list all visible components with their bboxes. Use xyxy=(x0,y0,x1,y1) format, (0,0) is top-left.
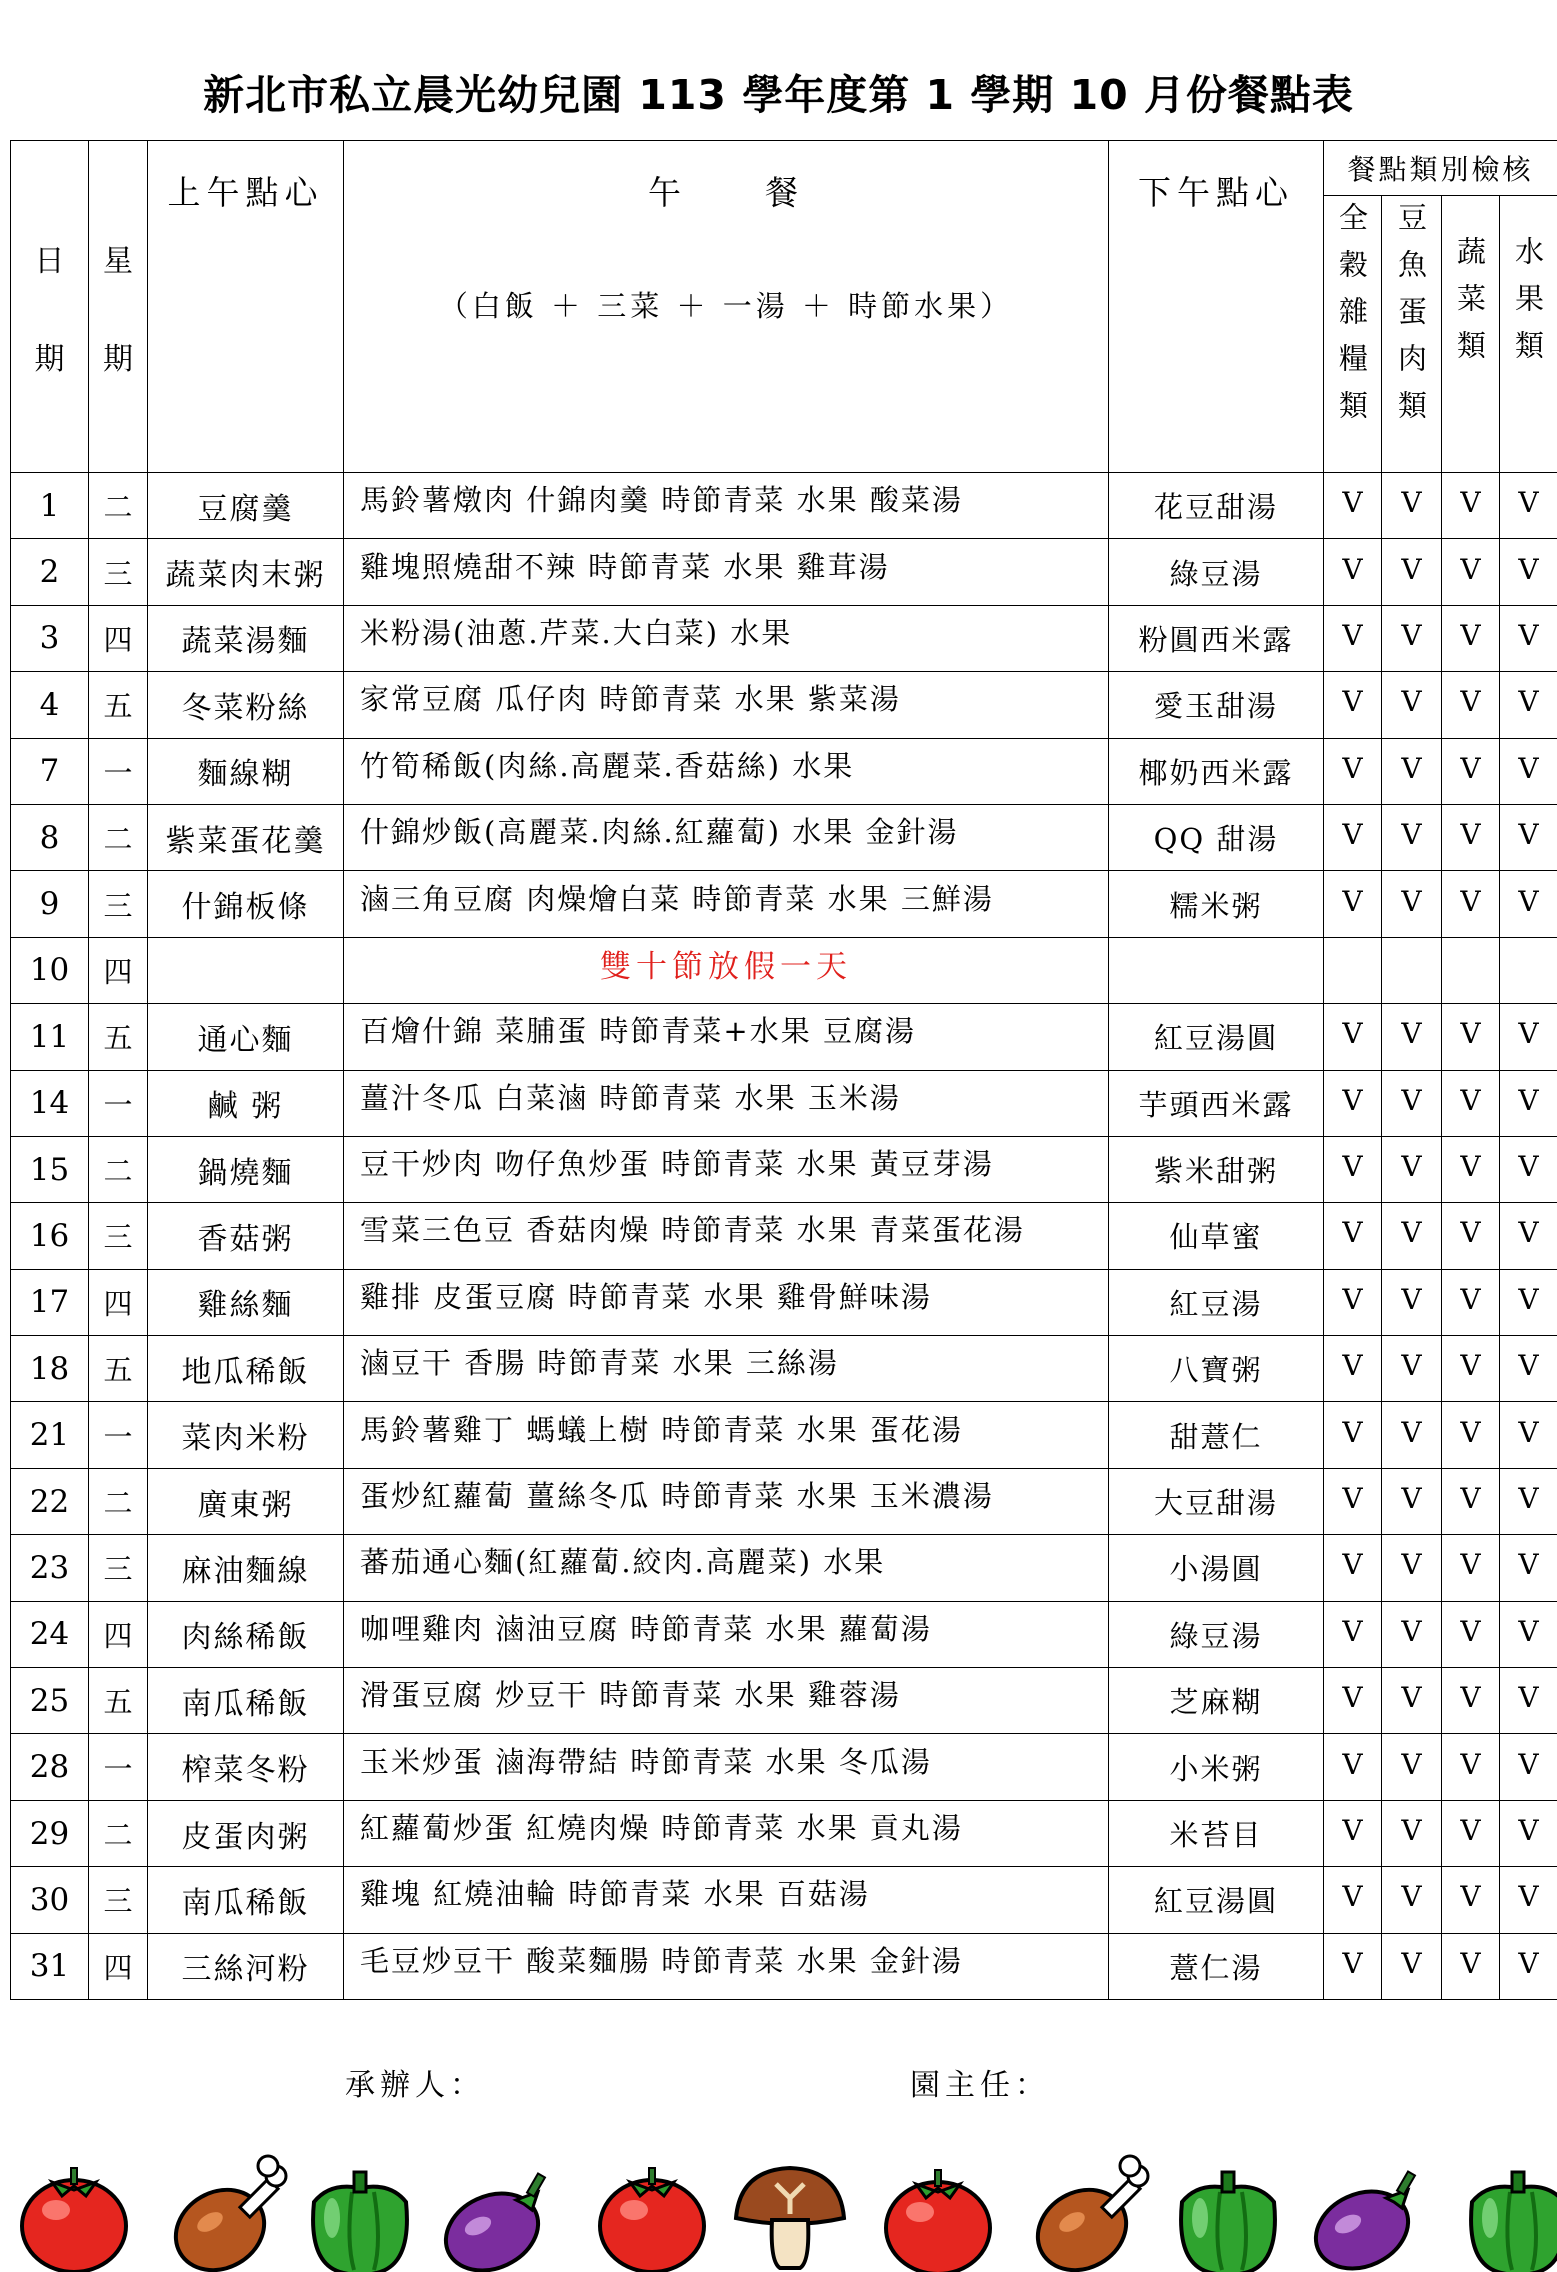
check-protein-cell: V xyxy=(1382,1535,1442,1601)
check-fruit-cell: V xyxy=(1500,1734,1557,1800)
check-grain-cell: V xyxy=(1324,1136,1382,1202)
day-of-week-cell: 二 xyxy=(89,473,148,539)
am-snack-cell: 蔬菜湯麵 xyxy=(148,605,344,671)
day-of-week-cell: 二 xyxy=(89,1800,148,1866)
lunch-cell: 竹筍稀飯(肉絲.高麗菜.香菇絲) 水果 xyxy=(344,738,1109,804)
lunch-cell: 蕃茄通心麵(紅蘿蔔.絞肉.高麗菜) 水果 xyxy=(344,1535,1109,1601)
table-row xyxy=(11,1336,1557,1402)
check-vegetable-cell: V xyxy=(1442,1269,1500,1335)
check-fruit-cell xyxy=(1500,937,1557,1003)
day-of-week-cell: 二 xyxy=(89,1468,148,1534)
am-snack-cell: 麻油麵線 xyxy=(148,1535,344,1601)
pm-snack-cell: 紅豆湯圓 xyxy=(1109,1004,1324,1070)
date-cell: 16 xyxy=(11,1203,89,1269)
check-grain-cell: V xyxy=(1324,1933,1382,1999)
check-vegetable-cell: V xyxy=(1442,473,1500,539)
check-vegetable-cell: V xyxy=(1442,1800,1500,1866)
pm-snack-cell: 紫米甜粥 xyxy=(1109,1136,1324,1202)
am-snack-cell xyxy=(148,937,344,1003)
date-cell: 18 xyxy=(11,1336,89,1402)
date-cell: 8 xyxy=(11,804,89,870)
lunch-cell: 紅蘿蔔炒蛋 紅燒肉燥 時節青菜 水果 貢丸湯 xyxy=(344,1800,1109,1866)
table-row xyxy=(11,1203,1557,1269)
lunch-cell: 毛豆炒豆干 酸菜麵腸 時節青菜 水果 金針湯 xyxy=(344,1933,1109,1999)
check-protein-cell: V xyxy=(1382,539,1442,605)
check-grain-cell: V xyxy=(1324,1668,1382,1734)
day-of-week-cell: 四 xyxy=(89,1601,148,1667)
header-am-snack: 上午點心 xyxy=(148,141,344,473)
lunch-cell: 滷豆干 香腸 時節青菜 水果 三絲湯 xyxy=(344,1336,1109,1402)
date-cell: 22 xyxy=(11,1468,89,1534)
date-cell: 24 xyxy=(11,1601,89,1667)
day-of-week-cell: 四 xyxy=(89,1933,148,1999)
check-grain-cell: V xyxy=(1324,1601,1382,1667)
header-date: 日 期 xyxy=(11,141,89,473)
header-lunch: 午 餐 （白飯 ＋ 三菜 ＋ 一湯 ＋ 時節水果） xyxy=(344,141,1109,473)
table-row xyxy=(11,473,1557,539)
am-snack-cell: 豆腐羹 xyxy=(148,473,344,539)
table-row xyxy=(11,1070,1557,1136)
check-vegetable-cell: V xyxy=(1442,672,1500,738)
page-title: 新北市私立晨光幼兒園 113 學年度第 1 學期 10 月份餐點表 xyxy=(203,71,1354,119)
date-cell: 2 xyxy=(11,539,89,605)
check-fruit-cell: V xyxy=(1500,1867,1557,1933)
check-vegetable-cell: V xyxy=(1442,539,1500,605)
date-cell: 3 xyxy=(11,605,89,671)
day-of-week-cell: 四 xyxy=(89,605,148,671)
header-check-group: 餐點類別檢核 xyxy=(1324,141,1557,196)
date-cell: 15 xyxy=(11,1136,89,1202)
check-fruit-cell: V xyxy=(1500,738,1557,804)
pm-snack-cell: 甜薏仁 xyxy=(1109,1402,1324,1468)
pm-snack-cell: 綠豆湯 xyxy=(1109,1601,1324,1667)
am-snack-cell: 什錦板條 xyxy=(148,871,344,937)
check-vegetable-cell xyxy=(1442,937,1500,1003)
am-snack-cell: 南瓜稀飯 xyxy=(148,1668,344,1734)
lunch-cell: 馬鈴薯燉肉 什錦肉羹 時節青菜 水果 酸菜湯 xyxy=(344,473,1109,539)
lunch-cell: 雪菜三色豆 香菇肉燥 時節青菜 水果 青菜蛋花湯 xyxy=(344,1203,1109,1269)
table-row xyxy=(11,605,1557,671)
lunch-cell: 家常豆腐 瓜仔肉 時節青菜 水果 紫菜湯 xyxy=(344,672,1109,738)
check-fruit-cell: V xyxy=(1500,1336,1557,1402)
header-check-grain: 全穀雜糧類 xyxy=(1324,196,1382,473)
table-row xyxy=(11,1269,1557,1335)
day-of-week-cell: 五 xyxy=(89,1336,148,1402)
lunch-cell: 米粉湯(油蔥.芹菜.大白菜) 水果 xyxy=(344,605,1109,671)
tomato-icon xyxy=(886,2170,990,2272)
green-pepper-icon xyxy=(1471,2172,1557,2272)
day-of-week-cell: 一 xyxy=(89,1734,148,1800)
table-row xyxy=(11,937,1557,1003)
lunch-cell: 蛋炒紅蘿蔔 薑絲冬瓜 時節青菜 水果 玉米濃湯 xyxy=(344,1468,1109,1534)
am-snack-cell: 香菇粥 xyxy=(148,1203,344,1269)
am-snack-cell: 蔬菜肉末粥 xyxy=(148,539,344,605)
pm-snack-cell xyxy=(1109,937,1324,1003)
check-protein-cell: V xyxy=(1382,1136,1442,1202)
date-cell: 21 xyxy=(11,1402,89,1468)
table-row xyxy=(11,1535,1557,1601)
check-vegetable-cell: V xyxy=(1442,1867,1500,1933)
check-protein-cell: V xyxy=(1382,804,1442,870)
day-of-week-cell: 二 xyxy=(89,1136,148,1202)
check-grain-cell: V xyxy=(1324,473,1382,539)
check-fruit-cell: V xyxy=(1500,1668,1557,1734)
am-snack-cell: 肉絲稀飯 xyxy=(148,1601,344,1667)
check-grain-cell: V xyxy=(1324,605,1382,671)
check-fruit-cell: V xyxy=(1500,1269,1557,1335)
check-vegetable-cell: V xyxy=(1442,1402,1500,1468)
check-protein-cell: V xyxy=(1382,605,1442,671)
header-check-vegetable: 蔬菜類 xyxy=(1442,196,1500,473)
check-fruit-cell: V xyxy=(1500,1070,1557,1136)
check-grain-cell: V xyxy=(1324,672,1382,738)
table-row xyxy=(11,1004,1557,1070)
tomato-icon xyxy=(600,2168,704,2272)
day-of-week-cell: 一 xyxy=(89,738,148,804)
handler-label: 承辦人： xyxy=(345,2068,485,2103)
tomato-icon xyxy=(22,2168,126,2272)
lunch-cell: 百燴什錦 菜脯蛋 時節青菜+水果 豆腐湯 xyxy=(344,1004,1109,1070)
check-protein-cell: V xyxy=(1382,1336,1442,1402)
table-row xyxy=(11,1136,1557,1202)
holiday-notice: 雙十節放假一天 xyxy=(344,937,1109,1003)
menu-table xyxy=(10,140,1557,2000)
date-cell: 4 xyxy=(11,672,89,738)
pm-snack-cell: 芝麻糊 xyxy=(1109,1668,1324,1734)
check-vegetable-cell: V xyxy=(1442,871,1500,937)
date-cell: 14 xyxy=(11,1070,89,1136)
date-cell: 7 xyxy=(11,738,89,804)
pm-snack-cell: 薏仁湯 xyxy=(1109,1933,1324,1999)
table-row xyxy=(11,1402,1557,1468)
check-protein-cell: V xyxy=(1382,738,1442,804)
lunch-cell: 滷三角豆腐 肉燥燴白菜 時節青菜 水果 三鮮湯 xyxy=(344,871,1109,937)
pm-snack-cell: 芋頭西米露 xyxy=(1109,1070,1324,1136)
header-pm-snack: 下午點心 xyxy=(1109,141,1324,473)
am-snack-cell: 麵線糊 xyxy=(148,738,344,804)
am-snack-cell: 榨菜冬粉 xyxy=(148,1734,344,1800)
check-fruit-cell: V xyxy=(1500,1004,1557,1070)
mushroom-icon xyxy=(736,2168,844,2268)
check-fruit-cell: V xyxy=(1500,473,1557,539)
pm-snack-cell: 小米粥 xyxy=(1109,1734,1324,1800)
green-pepper-icon xyxy=(313,2172,407,2272)
am-snack-cell: 雞絲麵 xyxy=(148,1269,344,1335)
am-snack-cell: 鍋燒麵 xyxy=(148,1136,344,1202)
pm-snack-cell: 椰奶西米露 xyxy=(1109,738,1324,804)
check-vegetable-cell: V xyxy=(1442,804,1500,870)
check-grain-cell: V xyxy=(1324,1468,1382,1534)
check-grain-cell: V xyxy=(1324,1070,1382,1136)
check-vegetable-cell: V xyxy=(1442,1468,1500,1534)
check-vegetable-cell: V xyxy=(1442,1601,1500,1667)
check-grain-cell: V xyxy=(1324,1336,1382,1402)
check-grain-cell: V xyxy=(1324,1800,1382,1866)
check-protein-cell: V xyxy=(1382,1402,1442,1468)
day-of-week-cell: 二 xyxy=(89,804,148,870)
check-grain-cell: V xyxy=(1324,1734,1382,1800)
pm-snack-cell: 米苔目 xyxy=(1109,1800,1324,1866)
am-snack-cell: 紫菜蛋花羹 xyxy=(148,804,344,870)
check-protein-cell: V xyxy=(1382,1933,1442,1999)
table-row xyxy=(11,738,1557,804)
check-protein-cell: V xyxy=(1382,1269,1442,1335)
check-fruit-cell: V xyxy=(1500,1601,1557,1667)
check-vegetable-cell: V xyxy=(1442,738,1500,804)
lunch-cell: 滑蛋豆腐 炒豆干 時節青菜 水果 雞蓉湯 xyxy=(344,1668,1109,1734)
am-snack-cell: 鹹 粥 xyxy=(148,1070,344,1136)
drumstick-icon xyxy=(161,2156,286,2272)
date-cell: 29 xyxy=(11,1800,89,1866)
pm-snack-cell: 大豆甜湯 xyxy=(1109,1468,1324,1534)
date-cell: 25 xyxy=(11,1668,89,1734)
check-grain-cell: V xyxy=(1324,1203,1382,1269)
check-grain-cell: V xyxy=(1324,871,1382,937)
check-grain-cell: V xyxy=(1324,539,1382,605)
check-fruit-cell: V xyxy=(1500,1800,1557,1866)
eggplant-icon xyxy=(1303,2171,1420,2272)
lunch-cell: 雞塊照燒甜不辣 時節青菜 水果 雞茸湯 xyxy=(344,539,1109,605)
check-vegetable-cell: V xyxy=(1442,1203,1500,1269)
pm-snack-cell: 糯米粥 xyxy=(1109,871,1324,937)
date-cell: 31 xyxy=(11,1933,89,1999)
pm-snack-cell: 紅豆湯圓 xyxy=(1109,1867,1324,1933)
check-vegetable-cell: V xyxy=(1442,1668,1500,1734)
day-of-week-cell: 三 xyxy=(89,1535,148,1601)
am-snack-cell: 三絲河粉 xyxy=(148,1933,344,1999)
pm-snack-cell: 花豆甜湯 xyxy=(1109,473,1324,539)
eggplant-icon xyxy=(433,2173,550,2272)
lunch-cell: 咖哩雞肉 滷油豆腐 時節青菜 水果 蘿蔔湯 xyxy=(344,1601,1109,1667)
check-protein-cell: V xyxy=(1382,1734,1442,1800)
check-vegetable-cell: V xyxy=(1442,1136,1500,1202)
date-cell: 1 xyxy=(11,473,89,539)
table-row xyxy=(11,1468,1557,1534)
pm-snack-cell: 八寶粥 xyxy=(1109,1336,1324,1402)
check-vegetable-cell: V xyxy=(1442,1004,1500,1070)
table-row xyxy=(11,1867,1557,1933)
day-of-week-cell: 四 xyxy=(89,1269,148,1335)
table-row xyxy=(11,871,1557,937)
table-row xyxy=(11,1734,1557,1800)
lunch-cell: 什錦炒飯(高麗菜.肉絲.紅蘿蔔) 水果 金針湯 xyxy=(344,804,1109,870)
header-check-fruit: 水果類 xyxy=(1500,196,1557,473)
check-vegetable-cell: V xyxy=(1442,1933,1500,1999)
day-of-week-cell: 三 xyxy=(89,539,148,605)
check-protein-cell: V xyxy=(1382,1203,1442,1269)
date-cell: 10 xyxy=(11,937,89,1003)
header-day-of-week: 星 期 xyxy=(89,141,148,473)
day-of-week-cell: 三 xyxy=(89,1867,148,1933)
food-decoration-strip xyxy=(0,2150,1557,2272)
drumstick-icon xyxy=(1023,2156,1148,2272)
check-fruit-cell: V xyxy=(1500,1933,1557,1999)
pm-snack-cell: QQ 甜湯 xyxy=(1109,804,1324,870)
am-snack-cell: 地瓜稀飯 xyxy=(148,1336,344,1402)
pm-snack-cell: 紅豆湯 xyxy=(1109,1269,1324,1335)
day-of-week-cell: 四 xyxy=(89,937,148,1003)
check-grain-cell: V xyxy=(1324,1402,1382,1468)
check-vegetable-cell: V xyxy=(1442,1535,1500,1601)
table-row xyxy=(11,1668,1557,1734)
pm-snack-cell: 綠豆湯 xyxy=(1109,539,1324,605)
day-of-week-cell: 一 xyxy=(89,1070,148,1136)
am-snack-cell: 冬菜粉絲 xyxy=(148,672,344,738)
table-row xyxy=(11,672,1557,738)
lunch-cell: 馬鈴薯雞丁 螞蟻上樹 時節青菜 水果 蛋花湯 xyxy=(344,1402,1109,1468)
check-fruit-cell: V xyxy=(1500,1203,1557,1269)
check-protein-cell: V xyxy=(1382,1800,1442,1866)
principal-label: 園主任： xyxy=(910,2068,1050,2103)
check-fruit-cell: V xyxy=(1500,1136,1557,1202)
check-protein-cell: V xyxy=(1382,1070,1442,1136)
day-of-week-cell: 三 xyxy=(89,1203,148,1269)
day-of-week-cell: 五 xyxy=(89,672,148,738)
check-fruit-cell: V xyxy=(1500,1402,1557,1468)
date-cell: 28 xyxy=(11,1734,89,1800)
check-vegetable-cell: V xyxy=(1442,1336,1500,1402)
check-protein-cell: V xyxy=(1382,1468,1442,1534)
pm-snack-cell: 愛玉甜湯 xyxy=(1109,672,1324,738)
date-cell: 30 xyxy=(11,1867,89,1933)
green-pepper-icon xyxy=(1181,2172,1275,2272)
table-row xyxy=(11,539,1557,605)
date-cell: 9 xyxy=(11,871,89,937)
check-grain-cell: V xyxy=(1324,1269,1382,1335)
date-cell: 17 xyxy=(11,1269,89,1335)
check-grain-cell: V xyxy=(1324,1867,1382,1933)
am-snack-cell: 菜肉米粉 xyxy=(148,1402,344,1468)
lunch-cell: 雞塊 紅燒油輪 時節青菜 水果 百菇湯 xyxy=(344,1867,1109,1933)
pm-snack-cell: 粉圓西米露 xyxy=(1109,605,1324,671)
am-snack-cell: 廣東粥 xyxy=(148,1468,344,1534)
check-fruit-cell: V xyxy=(1500,1468,1557,1534)
pm-snack-cell: 仙草蜜 xyxy=(1109,1203,1324,1269)
check-protein-cell: V xyxy=(1382,1004,1442,1070)
check-protein-cell: V xyxy=(1382,1867,1442,1933)
table-row xyxy=(11,1601,1557,1667)
check-protein-cell: V xyxy=(1382,473,1442,539)
header-check-protein: 豆魚蛋肉類 xyxy=(1382,196,1442,473)
check-vegetable-cell: V xyxy=(1442,605,1500,671)
check-grain-cell: V xyxy=(1324,804,1382,870)
check-fruit-cell: V xyxy=(1500,605,1557,671)
check-grain-cell: V xyxy=(1324,738,1382,804)
check-fruit-cell: V xyxy=(1500,804,1557,870)
day-of-week-cell: 五 xyxy=(89,1004,148,1070)
check-grain-cell: V xyxy=(1324,1535,1382,1601)
day-of-week-cell: 三 xyxy=(89,871,148,937)
date-cell: 11 xyxy=(11,1004,89,1070)
check-fruit-cell: V xyxy=(1500,672,1557,738)
check-vegetable-cell: V xyxy=(1442,1070,1500,1136)
table-row xyxy=(11,1933,1557,1999)
lunch-cell: 玉米炒蛋 滷海帶結 時節青菜 水果 冬瓜湯 xyxy=(344,1734,1109,1800)
day-of-week-cell: 一 xyxy=(89,1402,148,1468)
lunch-cell: 豆干炒肉 吻仔魚炒蛋 時節青菜 水果 黃豆芽湯 xyxy=(344,1136,1109,1202)
check-protein-cell: V xyxy=(1382,1668,1442,1734)
am-snack-cell: 南瓜稀飯 xyxy=(148,1867,344,1933)
check-vegetable-cell: V xyxy=(1442,1734,1500,1800)
pm-snack-cell: 小湯圓 xyxy=(1109,1535,1324,1601)
date-cell: 23 xyxy=(11,1535,89,1601)
am-snack-cell: 通心麵 xyxy=(148,1004,344,1070)
table-row xyxy=(11,804,1557,870)
check-grain-cell xyxy=(1324,937,1382,1003)
check-grain-cell: V xyxy=(1324,1004,1382,1070)
check-protein-cell: V xyxy=(1382,871,1442,937)
check-fruit-cell: V xyxy=(1500,871,1557,937)
lunch-cell: 薑汁冬瓜 白菜滷 時節青菜 水果 玉米湯 xyxy=(344,1070,1109,1136)
check-fruit-cell: V xyxy=(1500,539,1557,605)
check-protein-cell: V xyxy=(1382,1601,1442,1667)
lunch-cell: 雞排 皮蛋豆腐 時節青菜 水果 雞骨鮮味湯 xyxy=(344,1269,1109,1335)
day-of-week-cell: 五 xyxy=(89,1668,148,1734)
am-snack-cell: 皮蛋肉粥 xyxy=(148,1800,344,1866)
check-fruit-cell: V xyxy=(1500,1535,1557,1601)
check-protein-cell: V xyxy=(1382,672,1442,738)
check-protein-cell xyxy=(1382,937,1442,1003)
table-row xyxy=(11,1800,1557,1866)
